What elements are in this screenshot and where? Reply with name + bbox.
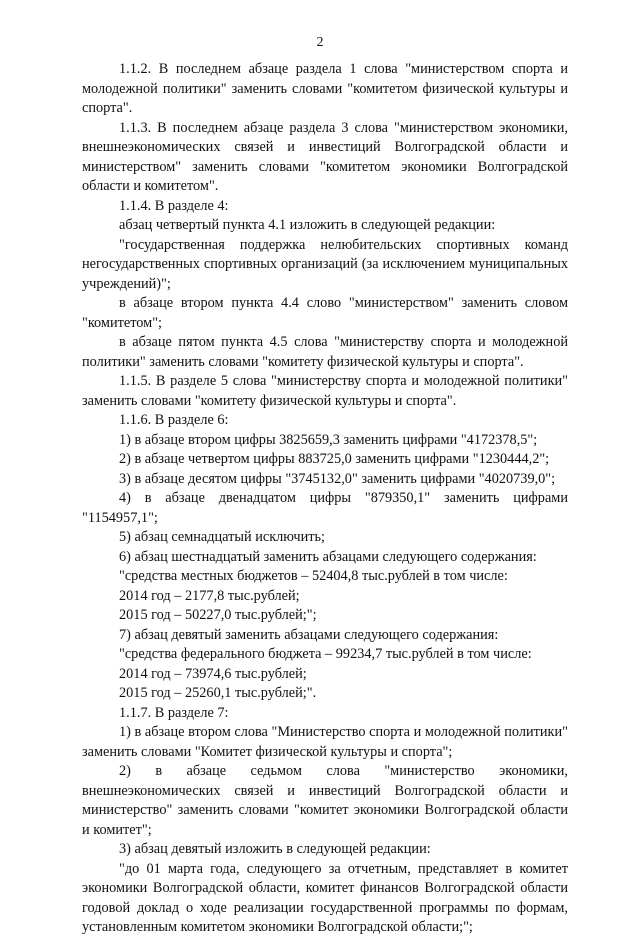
paragraph: 3) в абзаце десятом цифры "3745132,0" заменить цифрами "4020739,0";	[119, 470, 556, 487]
paragraph: "до 01 марта года, следующего за отчетным, представляет в комитет экономики Волгоградской области, комитет финансов Волгоградской области годовой доклад о ходе реализации государственной программы по формам, установленным комитетом экономики Волгоградской области;";	[82, 860, 568, 935]
paragraph: 2015 год – 25260,1 тыс.рублей;".	[119, 685, 317, 701]
paragraph: 1) в абзаце втором цифры 3825659,3 заменить цифрами "4172378,5";	[119, 431, 538, 448]
paragraph: 6) абзац шестнадцатый заменить абзацами следующего содержания:	[119, 548, 537, 565]
document-body	[82, 60, 568, 938]
paragraph: 2014 год – 2177,8 тыс.рублей;	[119, 587, 300, 604]
paragraph: 4) в абзаце двенадцатом цифры "879350,1" заменить цифрами "1154957,1";	[82, 490, 568, 526]
paragraph: 7) абзац девятый заменить абзацами следующего содержания:	[119, 626, 499, 643]
paragraph: 1.1.5. В разделе 5 слова "министерству спорта и молодежной политики" заменить словами "комитету физической культуры и спорта".	[82, 373, 568, 409]
page-number: 2	[316, 35, 324, 50]
paragraph: 1.1.4. В разделе 4:	[119, 197, 229, 214]
paragraph: абзац четвертый пункта 4.1 изложить в следующей редакции:	[119, 217, 496, 233]
paragraph: "средства федерального бюджета – 99234,7 тыс.рублей в том числе:	[119, 646, 532, 662]
paragraph: 2) в абзаце седьмом слова "министерство экономики, внешнеэкономических связей и инвестиций Волгоградской области и министерство" заменить словами "комитет экономики Волгоградской области и комитет";	[82, 763, 568, 838]
paragraph: 2014 год – 73974,6 тыс.рублей;	[119, 665, 307, 682]
paragraph: в абзаце пятом пункта 4.5 слова "министерству спорта и молодежной политики" заменить словами "комитету физической культуры и спорта".	[82, 334, 568, 370]
paragraph: 2) в абзаце четвертом цифры 883725,0 заменить цифрами "1230444,2";	[119, 451, 550, 467]
paragraph: "государственная поддержка нелюбительских спортивных команд негосударственных спортивных организаций (за исключением муниципальных учреждений)";	[82, 236, 568, 292]
paragraph: 1) в абзаце втором слова "Министерство спорта и молодежной политики" заменить словами "Комитет физической культуры и спорта";	[82, 724, 568, 760]
paragraph: 1.1.2. В последнем абзаце раздела 1 слова "министерством спорта и молодежной политики" заменить словами "комитетом физической культуры и спорта".	[82, 61, 568, 116]
paragraph: "средства местных бюджетов – 52404,8 тыс.рублей в том числе:	[119, 568, 508, 584]
paragraph: 1.1.6. В разделе 6:	[119, 412, 229, 428]
paragraph: 1.1.3. В последнем абзаце раздела 3 слова "министерством экономики, внешнеэкономических связей и инвестиций Волгоградской области и министерством" заменить словами "комитетом экономики Волгоградской области и комитетом".	[82, 119, 568, 194]
paragraph: 1.1.7. В разделе 7:	[119, 704, 229, 721]
paragraph: 5) абзац семнадцатый исключить;	[119, 529, 326, 545]
paragraph: 3) абзац девятый изложить в следующей редакции:	[119, 841, 431, 857]
paragraph: 2015 год – 50227,0 тыс.рублей;";	[119, 607, 317, 623]
paragraph: в абзаце втором пункта 4.4 слово "министерством" заменить словом "комитетом";	[82, 295, 568, 331]
